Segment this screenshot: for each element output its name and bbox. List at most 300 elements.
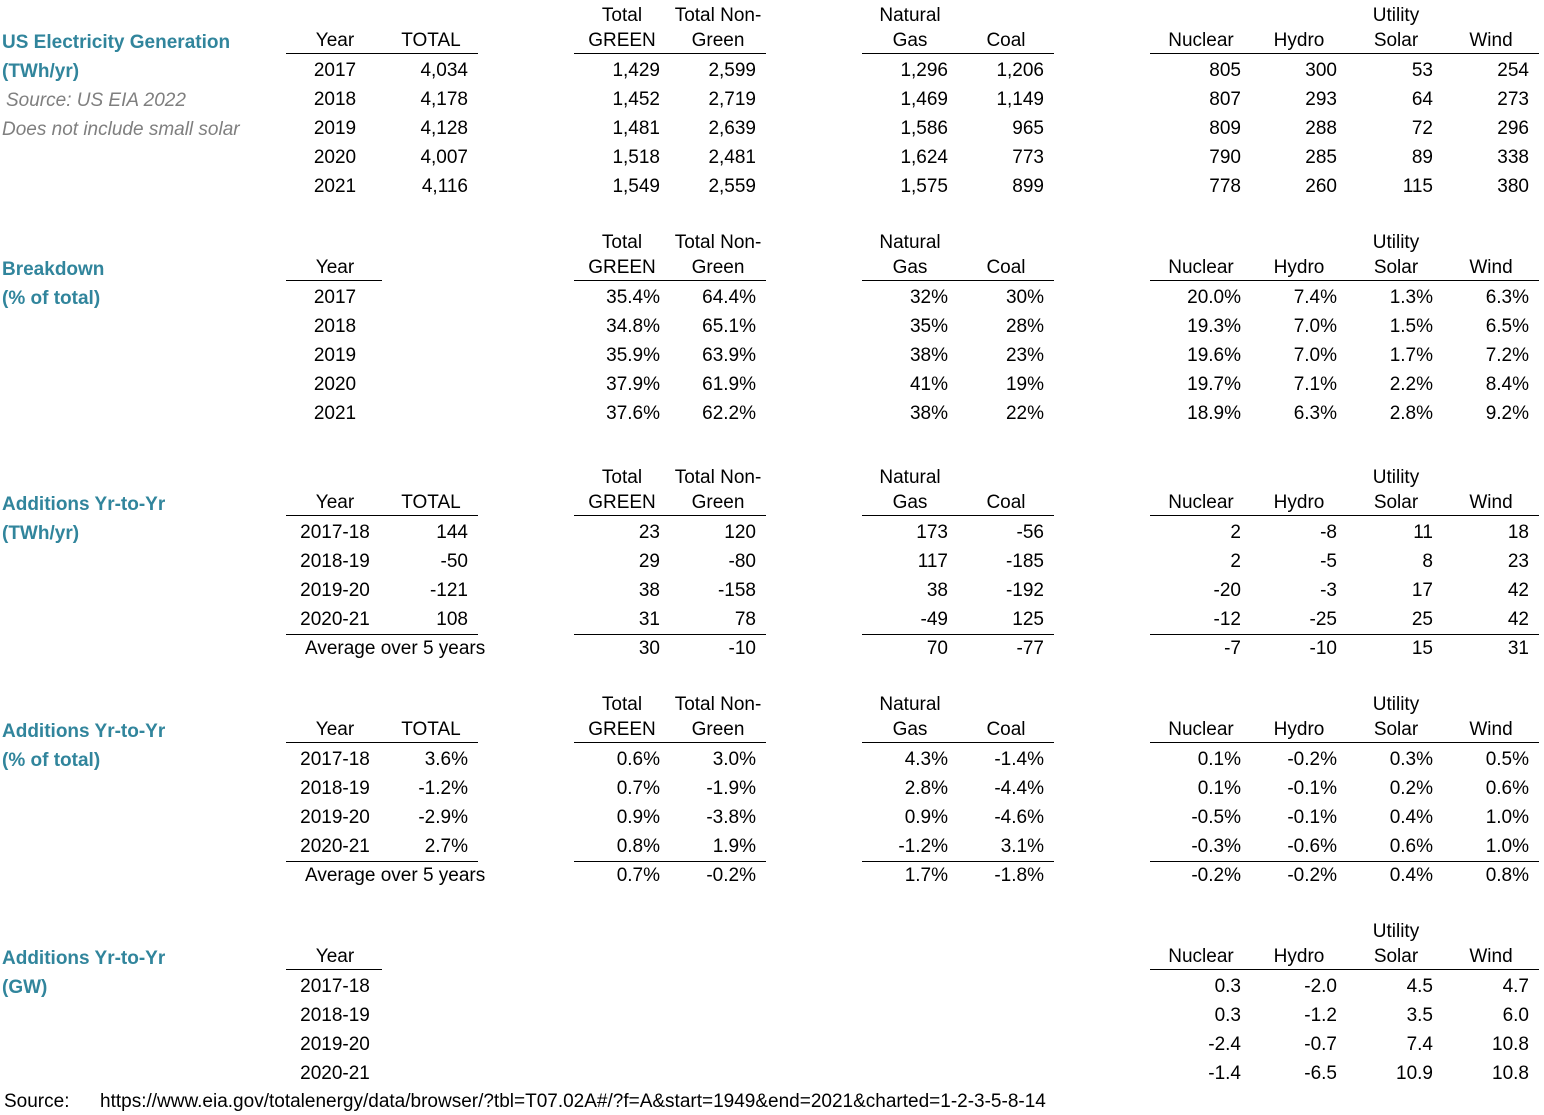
cell-total: 4,034 (420, 60, 468, 81)
cell-total: 2.7% (424, 836, 468, 857)
cell-green: 37.9% (606, 374, 660, 395)
header-gas: Natural (879, 467, 941, 488)
cell-solar: 89 (1411, 147, 1433, 168)
header-green: Total (601, 232, 643, 253)
cell-gas: 32% (909, 287, 948, 308)
cell-nongreen: 62.2% (702, 403, 756, 424)
cell-solar: 115 (1402, 176, 1433, 197)
header-year: Year (315, 946, 355, 967)
cell-nuclear: -20 (1213, 580, 1241, 601)
cell-coal: 23% (1005, 345, 1044, 366)
cell-hydro: -1.2 (1304, 1005, 1337, 1026)
cell-solar: 0.2% (1389, 778, 1433, 799)
section-title: (GW) (2, 977, 48, 998)
cell-year: 2017 (313, 60, 357, 81)
header-year: Year (315, 719, 355, 740)
cell-total: -121 (429, 580, 468, 601)
header-green: GREEN (588, 30, 656, 51)
cell-hydro: 7.1% (1293, 374, 1337, 395)
header-rule (1150, 280, 1539, 281)
cell-nongreen: 2,559 (708, 176, 756, 197)
section-title: (TWh/yr) (2, 61, 80, 82)
footer-source-label: Source: (4, 1091, 70, 1112)
cell-nuclear: -12 (1213, 609, 1241, 630)
header-nuclear: Nuclear (1168, 946, 1234, 967)
header-solar: Solar (1373, 492, 1419, 513)
cell-year: 2018-19 (300, 778, 370, 799)
cell-hydro: 285 (1305, 147, 1337, 168)
cell-coal: 1,149 (996, 89, 1044, 110)
header-hydro: Hydro (1273, 719, 1325, 740)
cell-solar: 0.4% (1389, 807, 1433, 828)
header-nuclear: Nuclear (1168, 257, 1234, 278)
cell-gas: -49 (920, 609, 948, 630)
cell-year: 2018-19 (300, 1005, 370, 1026)
average-nuclear: -7 (1224, 638, 1241, 659)
cell-nuclear: -1.4 (1208, 1063, 1241, 1084)
cell-nongreen: 64.4% (702, 287, 756, 308)
cell-solar: 1.7% (1389, 345, 1433, 366)
cell-solar: 8 (1422, 551, 1433, 572)
cell-green: 35.9% (606, 345, 660, 366)
cell-total: 4,128 (420, 118, 468, 139)
cell-nongreen: 65.1% (702, 316, 756, 337)
header-green: GREEN (588, 492, 656, 513)
header-rule (574, 742, 766, 743)
average-green: 0.7% (616, 865, 660, 886)
cell-year: 2018 (313, 89, 357, 110)
cell-year: 2021 (313, 403, 357, 424)
average-gas: 1.7% (904, 865, 948, 886)
cell-wind: 296 (1497, 118, 1529, 139)
cell-coal: -4.4% (994, 778, 1044, 799)
average-label: Average over 5 years (305, 638, 486, 659)
section-note: Does not include small solar (2, 119, 240, 140)
cell-hydro: 260 (1305, 176, 1337, 197)
header-gas: Gas (892, 492, 928, 513)
header-rule (1150, 515, 1539, 516)
cell-nongreen: 2,639 (708, 118, 756, 139)
cell-nuclear: 809 (1209, 118, 1241, 139)
header-nuclear: Nuclear (1168, 719, 1234, 740)
header-total: TOTAL (401, 30, 461, 51)
section-title: Breakdown (2, 259, 105, 280)
cell-hydro: 288 (1305, 118, 1337, 139)
average-nongreen: -10 (728, 638, 756, 659)
cell-nuclear: 2 (1230, 522, 1241, 543)
cell-nongreen: 120 (724, 522, 756, 543)
cell-gas: 38% (909, 403, 948, 424)
header-coal: Coal (986, 257, 1026, 278)
cell-gas: 38% (909, 345, 948, 366)
cell-wind: 0.5% (1485, 749, 1529, 770)
cell-coal: 773 (1012, 147, 1044, 168)
cell-solar: 17 (1411, 580, 1433, 601)
cell-nuclear: 805 (1209, 60, 1241, 81)
cell-coal: 965 (1012, 118, 1044, 139)
cell-year: 2019-20 (300, 580, 370, 601)
cell-year: 2017-18 (300, 522, 370, 543)
header-nuclear: Nuclear (1168, 30, 1234, 51)
cell-hydro: -0.2% (1287, 749, 1337, 770)
cell-solar: 11 (1413, 522, 1433, 543)
cell-nongreen: 61.9% (702, 374, 756, 395)
footer-source-url[interactable]: https://www.eia.gov/totalenergy/data/browser/?tbl=T07.02A#/?f=A&start=1949&end=2021&charted=1-2-3-5-8-14 (100, 1091, 1046, 1112)
header-gas: Gas (892, 719, 928, 740)
cell-solar: 0.6% (1389, 836, 1433, 857)
header-hydro: Hydro (1273, 257, 1325, 278)
cell-solar: 2.8% (1389, 403, 1433, 424)
cell-gas: 4.3% (904, 749, 948, 770)
average-solar: 0.4% (1389, 865, 1433, 886)
cell-hydro: 293 (1305, 89, 1337, 110)
cell-solar: 0.3% (1389, 749, 1433, 770)
cell-total: 108 (436, 609, 468, 630)
section-title: Additions Yr-to-Yr (2, 948, 166, 969)
cell-coal: 1,206 (996, 60, 1044, 81)
cell-gas: -1.2% (898, 836, 948, 857)
cell-nuclear: 18.9% (1187, 403, 1241, 424)
cell-solar: 53 (1411, 60, 1433, 81)
cell-year: 2020 (313, 147, 357, 168)
cell-nuclear: 2 (1230, 551, 1241, 572)
average-wind: 31 (1507, 638, 1529, 659)
cell-hydro: -25 (1309, 609, 1337, 630)
header-green: Total (601, 467, 643, 488)
cell-coal: -185 (1005, 551, 1044, 572)
header-rule (286, 53, 478, 54)
cell-year: 2017-18 (300, 976, 370, 997)
cell-hydro: -3 (1320, 580, 1337, 601)
cell-wind: 7.2% (1485, 345, 1529, 366)
cell-wind: 6.0 (1502, 1005, 1529, 1026)
section-note: Source: US EIA 2022 (6, 90, 186, 111)
header-nongreen: Total Non- (674, 5, 762, 26)
average-solar: 15 (1411, 638, 1433, 659)
cell-nuclear: 790 (1209, 147, 1241, 168)
header-rule (286, 742, 478, 743)
header-wind: Wind (1469, 30, 1513, 51)
cell-coal: 28% (1005, 316, 1044, 337)
cell-year: 2020-21 (300, 836, 370, 857)
average-hydro: -0.2% (1287, 865, 1337, 886)
cell-total: -50 (440, 551, 468, 572)
cell-solar: 3.5 (1406, 1005, 1433, 1026)
cell-year: 2020 (313, 374, 357, 395)
cell-solar: 25 (1411, 609, 1433, 630)
cell-nuclear: -0.3% (1191, 836, 1241, 857)
header-solar: Solar (1373, 257, 1419, 278)
header-green: GREEN (588, 257, 656, 278)
header-rule (574, 515, 766, 516)
cell-wind: 0.6% (1485, 778, 1529, 799)
header-coal: Coal (986, 492, 1026, 513)
cell-total: 3.6% (424, 749, 468, 770)
cell-solar: 7.4 (1406, 1034, 1433, 1055)
cell-gas: 173 (916, 522, 948, 543)
cell-wind: 9.2% (1485, 403, 1529, 424)
section-title: (% of total) (2, 750, 101, 771)
cell-coal: 30% (1005, 287, 1044, 308)
cell-year: 2017-18 (300, 749, 370, 770)
header-year: Year (315, 30, 355, 51)
cell-green: 0.8% (616, 836, 660, 857)
header-wind: Wind (1469, 719, 1513, 740)
header-solar: Solar (1373, 719, 1419, 740)
cell-hydro: 7.0% (1293, 316, 1337, 337)
cell-nongreen: 1.9% (712, 836, 756, 857)
cell-wind: 338 (1497, 147, 1529, 168)
cell-coal: -192 (1005, 580, 1044, 601)
cell-gas: 1,624 (900, 147, 948, 168)
cell-nuclear: 19.3% (1187, 316, 1241, 337)
header-coal: Coal (986, 719, 1026, 740)
cell-gas: 1,586 (900, 118, 948, 139)
header-gas: Natural (879, 694, 941, 715)
cell-green: 0.9% (616, 807, 660, 828)
cell-hydro: -0.7 (1304, 1034, 1337, 1055)
header-nongreen: Green (691, 719, 745, 740)
average-gas: 70 (926, 638, 948, 659)
header-year: Year (315, 492, 355, 513)
cell-year: 2019-20 (300, 1034, 370, 1055)
cell-hydro: 6.3% (1293, 403, 1337, 424)
header-wind: Wind (1469, 946, 1513, 967)
cell-wind: 380 (1497, 176, 1529, 197)
cell-green: 0.7% (616, 778, 660, 799)
section-title: (TWh/yr) (2, 523, 80, 544)
average-coal: -77 (1016, 638, 1044, 659)
header-rule (574, 53, 766, 54)
header-rule (286, 280, 382, 281)
header-hydro: Hydro (1273, 946, 1325, 967)
header-hydro: Hydro (1273, 492, 1325, 513)
cell-green: 34.8% (606, 316, 660, 337)
cell-solar: 4.5 (1406, 976, 1433, 997)
cell-year: 2019-20 (300, 807, 370, 828)
header-rule (1150, 742, 1539, 743)
header-gas: Gas (892, 30, 928, 51)
cell-solar: 64 (1411, 89, 1433, 110)
cell-wind: 254 (1497, 60, 1529, 81)
header-nongreen: Green (691, 492, 745, 513)
header-rule (862, 280, 1054, 281)
cell-wind: 42 (1507, 580, 1529, 601)
header-nongreen: Green (691, 257, 745, 278)
cell-green: 29 (638, 551, 660, 572)
cell-hydro: 7.0% (1293, 345, 1337, 366)
cell-green: 1,481 (612, 118, 660, 139)
cell-wind: 273 (1497, 89, 1529, 110)
cell-nuclear: 0.1% (1197, 749, 1241, 770)
header-rule (862, 742, 1054, 743)
cell-green: 1,518 (612, 147, 660, 168)
average-hydro: -10 (1309, 638, 1337, 659)
header-solar: Utility (1372, 232, 1420, 253)
cell-gas: 1,296 (900, 60, 948, 81)
cell-wind: 10.8 (1492, 1034, 1529, 1055)
cell-hydro: 300 (1305, 60, 1337, 81)
header-nongreen: Total Non- (674, 467, 762, 488)
section-title: (% of total) (2, 288, 101, 309)
header-solar: Solar (1373, 30, 1419, 51)
cell-wind: 8.4% (1485, 374, 1529, 395)
cell-wind: 6.5% (1485, 316, 1529, 337)
header-nongreen: Green (691, 30, 745, 51)
cell-year: 2018-19 (300, 551, 370, 572)
cell-total: -1.2% (418, 778, 468, 799)
cell-green: 1,549 (612, 176, 660, 197)
cell-hydro: -8 (1320, 522, 1337, 543)
header-rule (574, 280, 766, 281)
cell-nuclear: 20.0% (1187, 287, 1241, 308)
cell-green: 0.6% (616, 749, 660, 770)
cell-nongreen: -3.8% (706, 807, 756, 828)
cell-total: 4,007 (420, 147, 468, 168)
average-label: Average over 5 years (305, 865, 486, 886)
cell-gas: 117 (917, 551, 948, 572)
cell-nongreen: 3.0% (712, 749, 756, 770)
average-wind: 0.8% (1485, 865, 1529, 886)
cell-nuclear: 0.3 (1214, 976, 1241, 997)
cell-nongreen: -1.9% (706, 778, 756, 799)
cell-wind: 23 (1507, 551, 1529, 572)
cell-solar: 1.3% (1389, 287, 1433, 308)
cell-year: 2020-21 (300, 609, 370, 630)
cell-nongreen: 2,719 (708, 89, 756, 110)
cell-gas: 35% (909, 316, 948, 337)
cell-green: 31 (638, 609, 660, 630)
cell-coal: 22% (1005, 403, 1044, 424)
cell-green: 1,429 (612, 60, 660, 81)
cell-gas: 0.9% (904, 807, 948, 828)
cell-nongreen: 78 (734, 609, 756, 630)
cell-solar: 2.2% (1389, 374, 1433, 395)
header-year: Year (315, 257, 355, 278)
header-green: Total (601, 5, 643, 26)
cell-nongreen: 2,599 (708, 60, 756, 81)
cell-gas: 41% (909, 374, 948, 395)
cell-hydro: -6.5 (1304, 1063, 1337, 1084)
cell-hydro: -5 (1320, 551, 1337, 572)
section-title: Additions Yr-to-Yr (2, 721, 166, 742)
cell-total: 4,178 (420, 89, 468, 110)
cell-nongreen: 2,481 (708, 147, 756, 168)
cell-gas: 2.8% (904, 778, 948, 799)
header-gas: Gas (892, 257, 928, 278)
cell-year: 2019 (313, 345, 357, 366)
cell-hydro: -0.6% (1287, 836, 1337, 857)
cell-nongreen: -158 (717, 580, 756, 601)
header-solar: Utility (1372, 694, 1420, 715)
average-green: 30 (638, 638, 660, 659)
header-solar: Utility (1372, 5, 1420, 26)
header-gas: Natural (879, 5, 941, 26)
header-nongreen: Total Non- (674, 232, 762, 253)
cell-solar: 10.9 (1396, 1063, 1433, 1084)
cell-nongreen: 63.9% (702, 345, 756, 366)
cell-gas: 1,575 (900, 176, 948, 197)
cell-green: 38 (638, 580, 660, 601)
cell-coal: 3.1% (1000, 836, 1044, 857)
cell-nuclear: 807 (1209, 89, 1241, 110)
cell-wind: 1.0% (1485, 807, 1529, 828)
cell-wind: 10.8 (1492, 1063, 1529, 1084)
cell-nongreen: -80 (728, 551, 756, 572)
header-solar: Utility (1372, 467, 1420, 488)
cell-green: 35.4% (606, 287, 660, 308)
cell-nuclear: 19.6% (1187, 345, 1241, 366)
cell-coal: 899 (1012, 176, 1044, 197)
cell-solar: 1.5% (1389, 316, 1433, 337)
cell-nuclear: -2.4 (1208, 1034, 1241, 1055)
cell-wind: 6.3% (1485, 287, 1529, 308)
header-wind: Wind (1469, 257, 1513, 278)
cell-coal: -1.4% (994, 749, 1044, 770)
cell-hydro: 7.4% (1293, 287, 1337, 308)
section-title: US Electricity Generation (2, 32, 231, 53)
section-title: Additions Yr-to-Yr (2, 494, 166, 515)
cell-wind: 1.0% (1485, 836, 1529, 857)
cell-total: 4,116 (421, 176, 468, 197)
cell-total: -2.9% (418, 807, 468, 828)
cell-coal: -56 (1016, 522, 1044, 543)
cell-year: 2020-21 (300, 1063, 370, 1084)
header-wind: Wind (1469, 492, 1513, 513)
cell-wind: 4.7 (1502, 976, 1529, 997)
cell-hydro: -0.1% (1287, 807, 1337, 828)
header-rule (862, 53, 1054, 54)
cell-year: 2021 (313, 176, 357, 197)
cell-wind: 42 (1507, 609, 1529, 630)
cell-nuclear: 19.7% (1187, 374, 1241, 395)
header-total: TOTAL (401, 719, 461, 740)
header-rule (1150, 53, 1539, 54)
cell-hydro: -2.0 (1304, 976, 1337, 997)
cell-solar: 72 (1411, 118, 1433, 139)
cell-gas: 1,469 (900, 89, 948, 110)
cell-wind: 18 (1507, 522, 1529, 543)
cell-year: 2017 (313, 287, 357, 308)
average-nuclear: -0.2% (1191, 865, 1241, 886)
cell-coal: -4.6% (994, 807, 1044, 828)
cell-gas: 38 (926, 580, 948, 601)
header-rule (286, 515, 478, 516)
cell-total: 144 (436, 522, 468, 543)
average-nongreen: -0.2% (706, 865, 756, 886)
header-nuclear: Nuclear (1168, 492, 1234, 513)
header-solar: Utility (1372, 921, 1420, 942)
cell-nuclear: 0.1% (1197, 778, 1241, 799)
header-green: Total (601, 694, 643, 715)
cell-coal: 19% (1005, 374, 1044, 395)
header-hydro: Hydro (1273, 30, 1325, 51)
cell-nuclear: 778 (1209, 176, 1241, 197)
cell-hydro: -0.1% (1287, 778, 1337, 799)
header-rule (862, 515, 1054, 516)
header-total: TOTAL (401, 492, 461, 513)
header-solar: Solar (1373, 946, 1419, 967)
header-gas: Natural (879, 232, 941, 253)
cell-green: 23 (638, 522, 660, 543)
average-coal: -1.8% (994, 865, 1044, 886)
cell-green: 37.6% (606, 403, 660, 424)
header-coal: Coal (986, 30, 1026, 51)
cell-year: 2018 (313, 316, 357, 337)
header-green: GREEN (588, 719, 656, 740)
header-rule (286, 969, 382, 970)
cell-year: 2019 (313, 118, 357, 139)
